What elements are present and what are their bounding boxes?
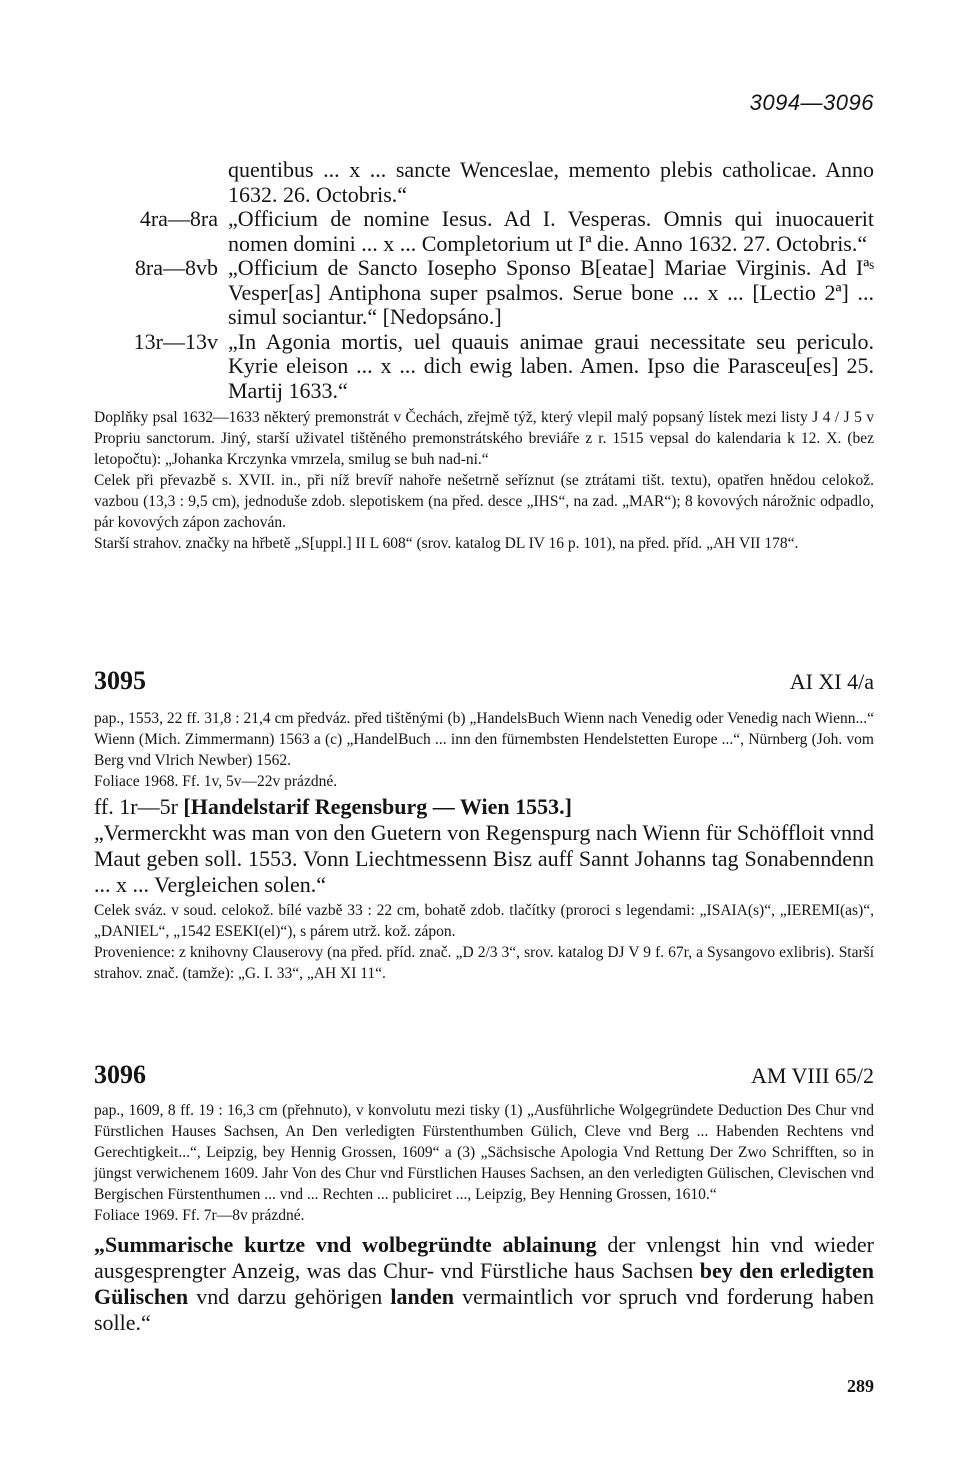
record-description: pap., 1553, 22 ff. 31,8 : 21,4 cm předváz. před tištěnými (b) „HandelsBuch Wienn nach Venedig oder Venedig nach Wienn...“ Wienn (Mich. Zimmermann) 1563 a (c) „HandelBuch ... inn den fürnembsten Hendelstetten Europe ...“, Nürnberg (Joh. vom Berg vnd Vlrich Newber) 1562. bbox=[94, 710, 874, 769]
entry-text: „Officium de Sancto Iosepho Sponso B[eatae] Mariae Virginis. Ad Iªˢ Vesper[as] Antiphona super psalmos. Serue bone ... x ... [Lectio 2ª] ... simul sociantur.“ [Nedopsáno.] bbox=[228, 255, 874, 329]
record-body bbox=[94, 708, 874, 984]
manuscript-title bbox=[94, 1232, 874, 1336]
binding-note: Celek sváz. v soud. celokož. bílé vazbě 33 : 22 cm, bohatě zdob. tlačítky (proroci s legendami: „ISAIA(s)“, „IEREMI(as)“, „DANIEL“, „1542 ESEKI(el)“), s párem utrž. kož. zápon. bbox=[94, 902, 874, 940]
record-foliation: Foliace 1968. Ff. 1v, 5v—22v prázdné. bbox=[94, 773, 338, 790]
record-description: pap., 1609, 8 ff. 19 : 16,3 cm (přehnuto), v konvolutu mezi tisky (1) „Ausführliche Wolgegründete Deduction Des Chur vnd Fürstlichen Hauses Sachsen, An Den verledigten Fürstenthumben Gülich, Cleve vnd Berg ... Habenden Rechtens vnd Gerechtigkeit...“, Leipzig, bey Hennig Grossen, 1609“ a (3) „Sächsische Apologia Vnd Rettung Der Zwo Schrifften, so in jüngst verwichenem 1609. Jahr Von des Chur vnd Fürstlichen Hauses Sachsen, an den verledigten Gülischen, Clevischen vnd Bergischen Fürstenthumen ... vnd ... Rechten ... publiciret ..., Leipzig, Bey Henning Grossen, 1610.“ bbox=[94, 1102, 874, 1203]
entry-row bbox=[94, 330, 874, 404]
provenance-note: Provenience: z knihovny Clauserovy (na před. příd. znač. „D 2/3 3“, srov. katalog DJ V 9 f. 67r, a Sysangovo exlibris). Starší strahov. znač. (tamže): „G. I. 33“, „AH XI 11“. bbox=[94, 944, 874, 982]
folio-range: ff. 1r—5r bbox=[94, 794, 184, 819]
record-number: 3096 bbox=[94, 1060, 146, 1089]
title-bold: bey den erledigten Gülischen bbox=[94, 1258, 874, 1309]
folio-title: [Handelstarif Regensburg — Wien 1553.] bbox=[183, 794, 572, 819]
entry-text: quentibus ... x ... sancte Wenceslae, memento plebis catholicae. Anno 1632. 26. Octobris.“ bbox=[228, 157, 874, 207]
record-foliation: Foliace 1969. Ff. 7r—8v prázdné. bbox=[94, 1207, 305, 1224]
note-paragraph: Starší strahov. značky na hřbetě „S[uppl.] II L 608“ (srov. katalog DL IV 16 p. 101), na před. příd. „AH VII 178“. bbox=[94, 535, 799, 552]
entry-label bbox=[94, 158, 228, 207]
title-bold: landen bbox=[390, 1284, 454, 1309]
entry-row bbox=[94, 207, 874, 256]
note-paragraph: Celek při převazbě s. XVII. in., při níž brevíř nahoře nešetrně seříznut (se ztrátami tišt. textu), opatřen hnědou celokož. vazbou (13,3 : 9,5 cm), jednoduše zdob. slepotiskem (na před. desce „IHS“, na zad. „MAR“); 8 kovových nárožnic odpadlo, pár kovových zápon zachován. bbox=[94, 472, 874, 531]
folio-heading bbox=[94, 794, 874, 820]
title-text: vermaintlich vor spruch vnd forderung haben solle.“ bbox=[94, 1284, 875, 1335]
title-text: der vnlengst hin vnd wieder ausgesprengter Anzeig, was das Chur- vnd Fürstliche haus Sachsen bbox=[94, 1232, 874, 1283]
entry-text: „Officium de nomine Iesus. Ad I. Vesperas. Omnis qui inuocauerit nomen domini ... x ... Completorium ut Iª die. Anno 1632. 27. Octobris.“ bbox=[228, 206, 874, 256]
entry-label: 4ra—8ra bbox=[139, 206, 218, 231]
record-signature: AI XI 4/a bbox=[789, 669, 874, 694]
entry-row bbox=[94, 256, 874, 330]
title-bold: „Summarische kurtze vnd wolbegründte ablainung bbox=[94, 1232, 597, 1257]
entry-label: 8ra—8vb bbox=[134, 255, 218, 280]
record-number: 3095 bbox=[94, 666, 146, 695]
note-paragraph: Doplňky psal 1632—1633 některý premonstrát v Čechách, zřejmě týž, který vlepil malý popsaný lístek mezi listy J 4 / J 5 v Propriu sanctorum. Jiný, starší uživatel tištěného premonstrátského breviáře z r. 1515 vepsal do kalendaria k 12. X. (bez letopočtu): „Johanka Krczynka vmrzela, smilug se buh nad-ni.“ bbox=[94, 409, 874, 468]
entry-label: 13r—13v bbox=[133, 328, 218, 354]
page-number: 289 bbox=[847, 1376, 874, 1396]
record-header bbox=[94, 1060, 874, 1090]
record-body bbox=[94, 1100, 874, 1336]
entry-row bbox=[94, 158, 874, 207]
record-signature: AM VIII 65/2 bbox=[750, 1063, 874, 1088]
entry-text: „In Agonia mortis, uel quauis animae graui necessitate seu periculo. Kyrie eleison ... x ... dich ewig laben. Amen. Ipso die Parasceu[es] 25. Martij 1633.“ bbox=[228, 328, 874, 403]
record-header bbox=[94, 666, 874, 696]
incipit-text: „Vermerckht was man von den Guetern von Regenspurg nach Wienn für Schöffloit vnnd Maut geben soll. 1553. Vonn Liechtmessenn Bisz auff Sannt Johanns tag Sonabenndenn ... x ... Vergleichen solen.“ bbox=[94, 820, 874, 897]
running-head: 3094—3096 bbox=[749, 90, 874, 115]
title-text: vnd darzu gehörigen bbox=[188, 1284, 391, 1309]
continuation-section bbox=[94, 158, 874, 554]
